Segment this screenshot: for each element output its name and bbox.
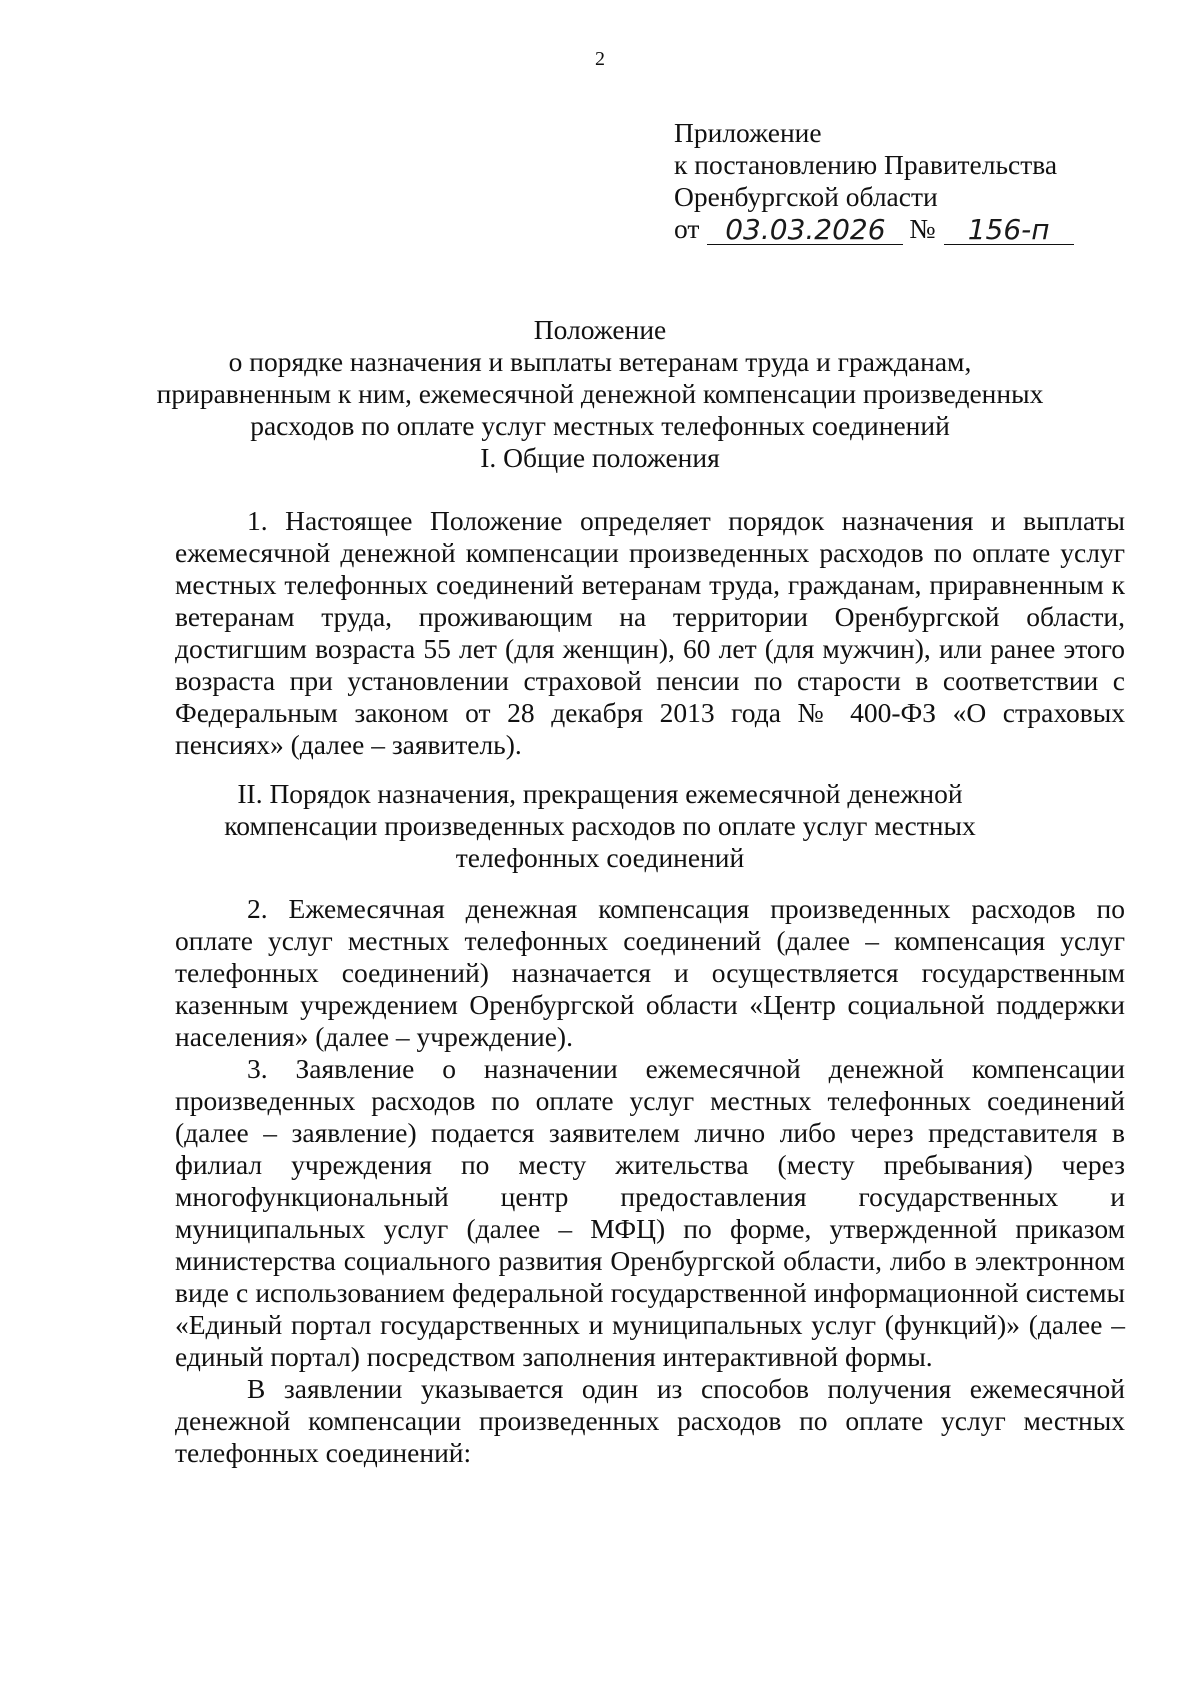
paragraph-2: 2. Ежемесячная денежная компенсация произведенных расходов по оплате услуг местных телефонных соединений (далее – компенсация услуг телефонных соединений) назначается и осуществляется государственным казенным учреждением Оренбургской области «Центр социальной поддержки населения» (далее – учреждение). [175, 893, 1125, 1052]
handwritten-date: 03.03.2026 [707, 216, 903, 245]
document-title [150, 314, 1050, 442]
title-line-3: приравненным к ним, ежемесячной денежной компенсации произведенных [156, 378, 1044, 409]
paragraph-1: 1. Настоящее Положение определяет порядок назначения и выплаты ежемесячной денежной компенсации произведенных расходов по оплате услуг местных телефонных соединений ветеранам труда, гражданам, приравненным к ветеранам труда, проживающим на территории Оренбургской области, достигшим возраста 55 лет (для женщин), 60 лет (для мужчин), или ранее этого возраста при установлении страховой пенсии по старости в соответствии с Федеральным законом от 28 декабря 2013 года № 400-ФЗ «О страховых пенсиях» (далее – заявитель). [175, 505, 1125, 760]
title-line-2: о порядке назначения и выплаты ветеранам труда и гражданам, [228, 346, 972, 377]
appendix-block [674, 117, 1074, 245]
section-2-heading [150, 778, 1050, 874]
appendix-line-1: Приложение [674, 117, 822, 148]
appendix-line-3: Оренбургской области [674, 181, 938, 212]
section-2-heading-line-3: телефонных соединений [455, 842, 745, 873]
section-2-heading-line-1: II. Порядок назначения, прекращения ежемесячной денежной [237, 778, 963, 809]
paragraph-4: В заявлении указывается один из способов получения ежемесячной денежной компенсации произведенных расходов по оплате услуг местных телефонных соединений: [175, 1373, 1125, 1468]
title-line-4: расходов по оплате услуг местных телефонных соединений [250, 410, 950, 441]
section-1-body [175, 505, 1125, 761]
handwritten-number: 156-п [944, 216, 1074, 245]
section-2-body [175, 893, 1125, 1469]
from-label: от [674, 213, 700, 244]
section-1-heading: I. Общие положения [480, 442, 720, 473]
section-2-heading-line-2: компенсации произведенных расходов по оплате услуг местных [224, 810, 976, 841]
paragraph-3: 3. Заявление о назначении ежемесячной денежной компенсации произведенных расходов по оплате услуг местных телефонных соединений (далее – заявление) подается заявителем лично либо через представителя в филиал учреждения по месту жительства (месту пребывания) через многофункциональный центр предоставления государственных и муниципальных услуг (далее – МФЦ) по форме, утвержденной приказом министерства социального развития Оренбургской области, либо в электронном виде с использованием федеральной государственной информационной системы «Единый портал государственных и муниципальных услуг (функций)» (далее – единый портал) посредством заполнения интерактивной формы. [175, 1053, 1125, 1372]
appendix-date-number-line [674, 213, 1074, 245]
appendix-line-2: к постановлению Правительства [674, 149, 1058, 180]
number-label: № [909, 213, 936, 244]
title-line-1: Положение [533, 314, 667, 345]
page-number: 2 [595, 48, 605, 70]
